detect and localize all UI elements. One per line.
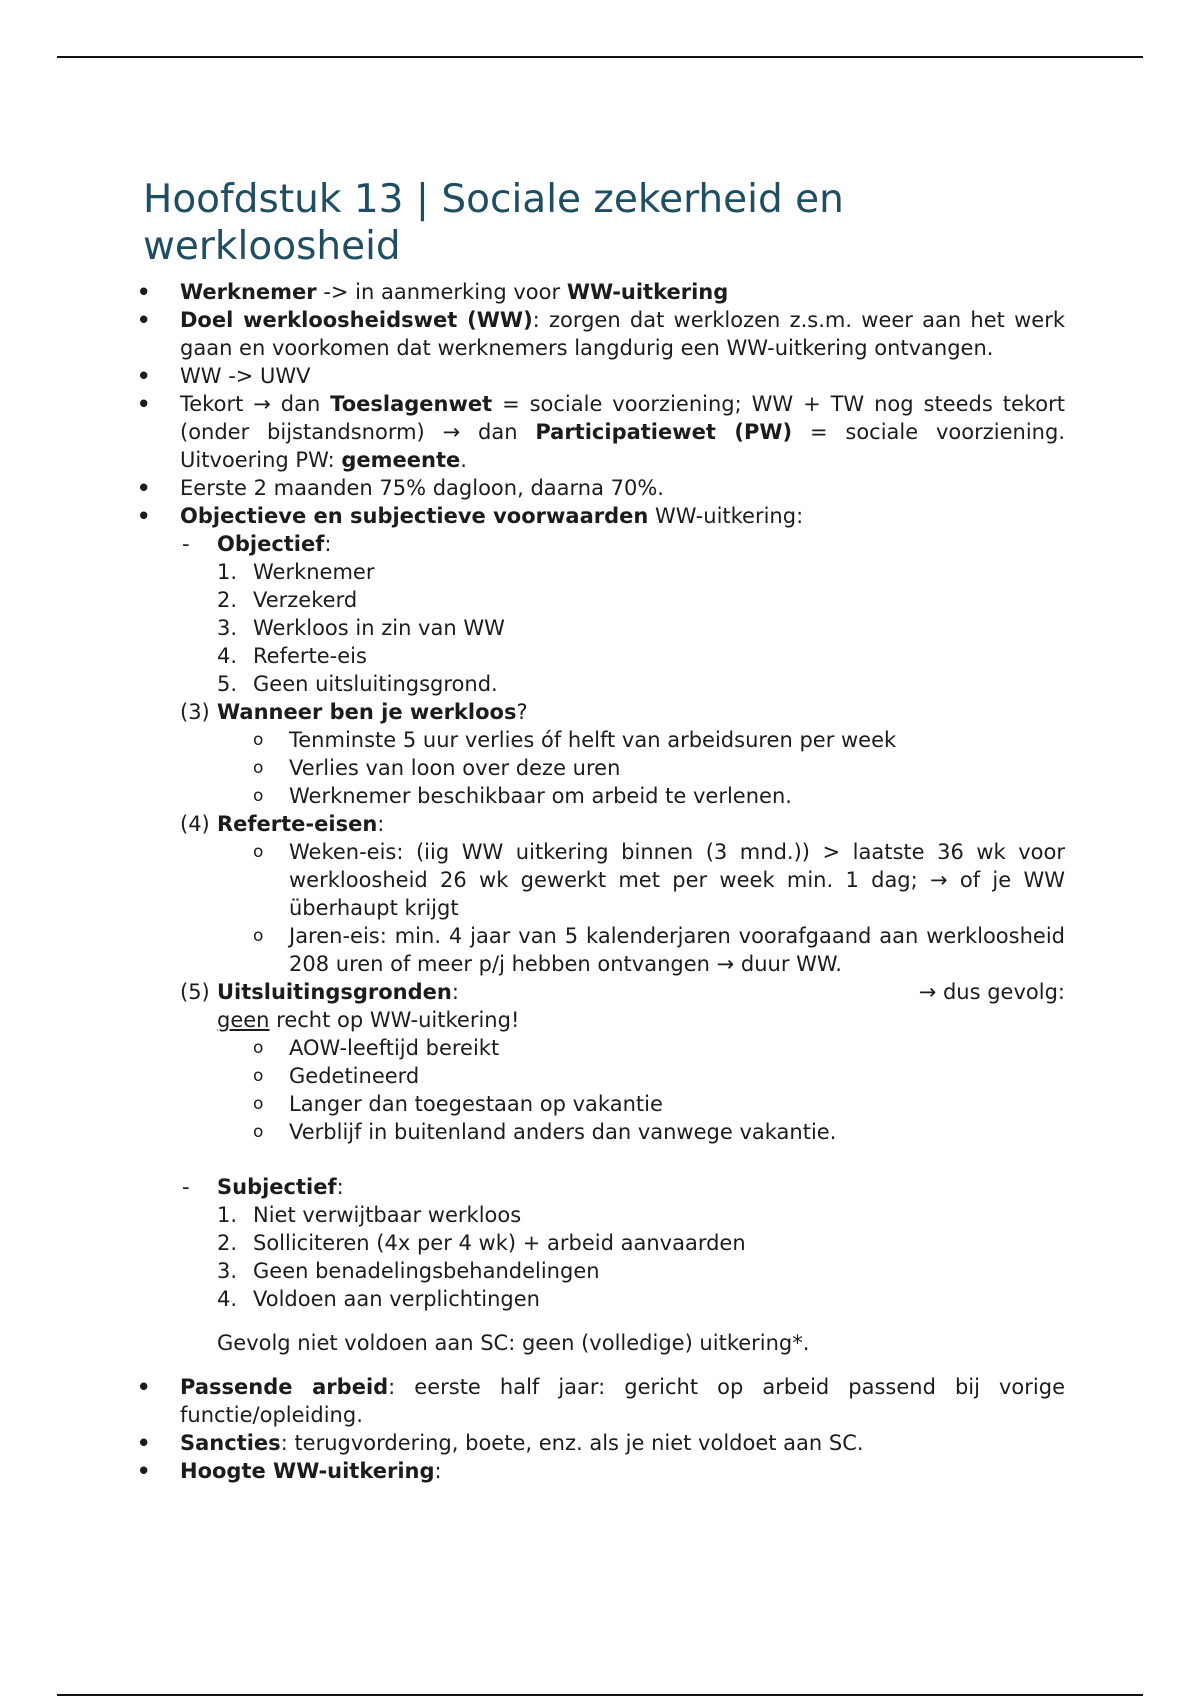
numbered-item: 2. Solliciteren (4x per 4 wk) + arbeid aanvaarden bbox=[217, 1231, 746, 1255]
sub-item: o Verlies van loon over deze uren bbox=[253, 756, 621, 780]
bullet-icon: • bbox=[137, 364, 151, 388]
bullet-icon: • bbox=[137, 1375, 151, 1399]
sub-item: o Jaren-eis: min. 4 jaar van 5 kalenderjaren voorafgaand aan werkloosheid 208 uren of meer p/j hebben ontvangen → duur WW. bbox=[253, 924, 1065, 976]
header-rule bbox=[57, 56, 1143, 58]
circle-bullet-icon: o bbox=[253, 926, 264, 946]
list-item: • Passende arbeid: eerste half jaar: gericht op arbeid passend bij vorige functie/opleiding. bbox=[137, 1375, 1065, 1427]
bullet-icon: • bbox=[137, 392, 151, 416]
numbered-item: 5. Geen uitsluitingsgrond. bbox=[217, 672, 498, 696]
footer-rule bbox=[57, 1694, 1143, 1696]
numbered-item: 4. Voldoen aan verplichtingen bbox=[217, 1287, 540, 1311]
circle-bullet-icon: o bbox=[253, 1122, 264, 1142]
circle-bullet-icon: o bbox=[253, 1066, 264, 1086]
bullet-icon: • bbox=[137, 1431, 151, 1455]
document-page bbox=[137, 176, 1065, 1485]
list-item: • Doel werkloosheidswet (WW): zorgen dat werklozen z.s.m. weer aan het werk gaan en voorkomen dat werknemers langdurig een WW-uitkering ontvangen. bbox=[137, 308, 1065, 360]
circle-bullet-icon: o bbox=[253, 786, 264, 806]
sub-item: o AOW-leeftijd bereikt bbox=[253, 1036, 500, 1060]
bullet-icon: • bbox=[137, 308, 151, 332]
list-item: • WW -> UWV bbox=[137, 364, 311, 388]
list-item: • Sancties: terugvordering, boete, enz. als je niet voldoet aan SC. bbox=[137, 1431, 864, 1455]
subjectief-heading: - Subjectief: bbox=[182, 1175, 344, 1199]
section-3-heading: (3) Wanneer ben je werkloos? bbox=[180, 700, 528, 724]
subjectief-consequence: Gevolg niet voldoen aan SC: geen (volledige) uitkering*. bbox=[217, 1331, 810, 1355]
list-item: • Hoogte WW-uitkering: bbox=[137, 1459, 442, 1483]
list-item: • Eerste 2 maanden 75% dagloon, daarna 70%. bbox=[137, 476, 664, 500]
sub-item: o Langer dan toegestaan op vakantie bbox=[253, 1092, 663, 1116]
numbered-item: 1. Werknemer bbox=[217, 560, 375, 584]
list-item: • Objectieve en subjectieve voorwaarden WW-uitkering: bbox=[137, 504, 804, 528]
numbered-item: 1. Niet verwijtbaar werkloos bbox=[217, 1203, 522, 1227]
section-5-heading: (5) Uitsluitingsgronden: → dus gevolg: bbox=[180, 980, 1065, 1004]
bullet-icon: • bbox=[137, 280, 151, 304]
circle-bullet-icon: o bbox=[253, 1094, 264, 1114]
section-4-heading: (4) Referte-eisen: bbox=[180, 812, 385, 836]
sub-item: o Gedetineerd bbox=[253, 1064, 420, 1088]
sub-item: o Weken-eis: (iig WW uitkering binnen (3 mnd.)) > laatste 36 wk voor werkloosheid 26 wk gewerkt met per week min. 1 dag; → of je WW überhaupt krijgt bbox=[253, 840, 1065, 920]
numbered-item: 2. Verzekerd bbox=[217, 588, 358, 612]
numbered-item: 3. Werkloos in zin van WW bbox=[217, 616, 505, 640]
list-item: • Tekort → dan Toeslagenwet = sociale voorziening; WW + TW nog steeds tekort (onder bijstandsnorm) → dan Participatiewet (PW) = sociale voorziening. Uitvoering PW: gemeente. bbox=[137, 392, 1065, 472]
objectief-heading: - Objectief: bbox=[182, 532, 332, 556]
circle-bullet-icon: o bbox=[253, 1038, 264, 1058]
bullet-icon: • bbox=[137, 476, 151, 500]
circle-bullet-icon: o bbox=[253, 842, 264, 862]
sub-item: o Werknemer beschikbaar om arbeid te verlenen. bbox=[253, 784, 792, 808]
numbered-item: 4. Referte-eis bbox=[217, 644, 367, 668]
bullet-icon: • bbox=[137, 504, 151, 528]
bullet-icon: • bbox=[137, 1459, 151, 1483]
sub-item: o Verblijf in buitenland anders dan vanwege vakantie. bbox=[253, 1120, 837, 1144]
sub-item: o Tenminste 5 uur verlies óf helft van arbeidsuren per week bbox=[253, 728, 897, 752]
circle-bullet-icon: o bbox=[253, 758, 264, 778]
circle-bullet-icon: o bbox=[253, 730, 264, 750]
list-item: • Werknemer -> in aanmerking voor WW-uitkering bbox=[137, 280, 729, 304]
page-title: Hoofdstuk 13 | Sociale zekerheid en werkloosheid bbox=[143, 177, 844, 269]
section-5-consequence: geen recht op WW-uitkering! bbox=[217, 1008, 520, 1032]
numbered-item: 3. Geen benadelingsbehandelingen bbox=[217, 1259, 600, 1283]
